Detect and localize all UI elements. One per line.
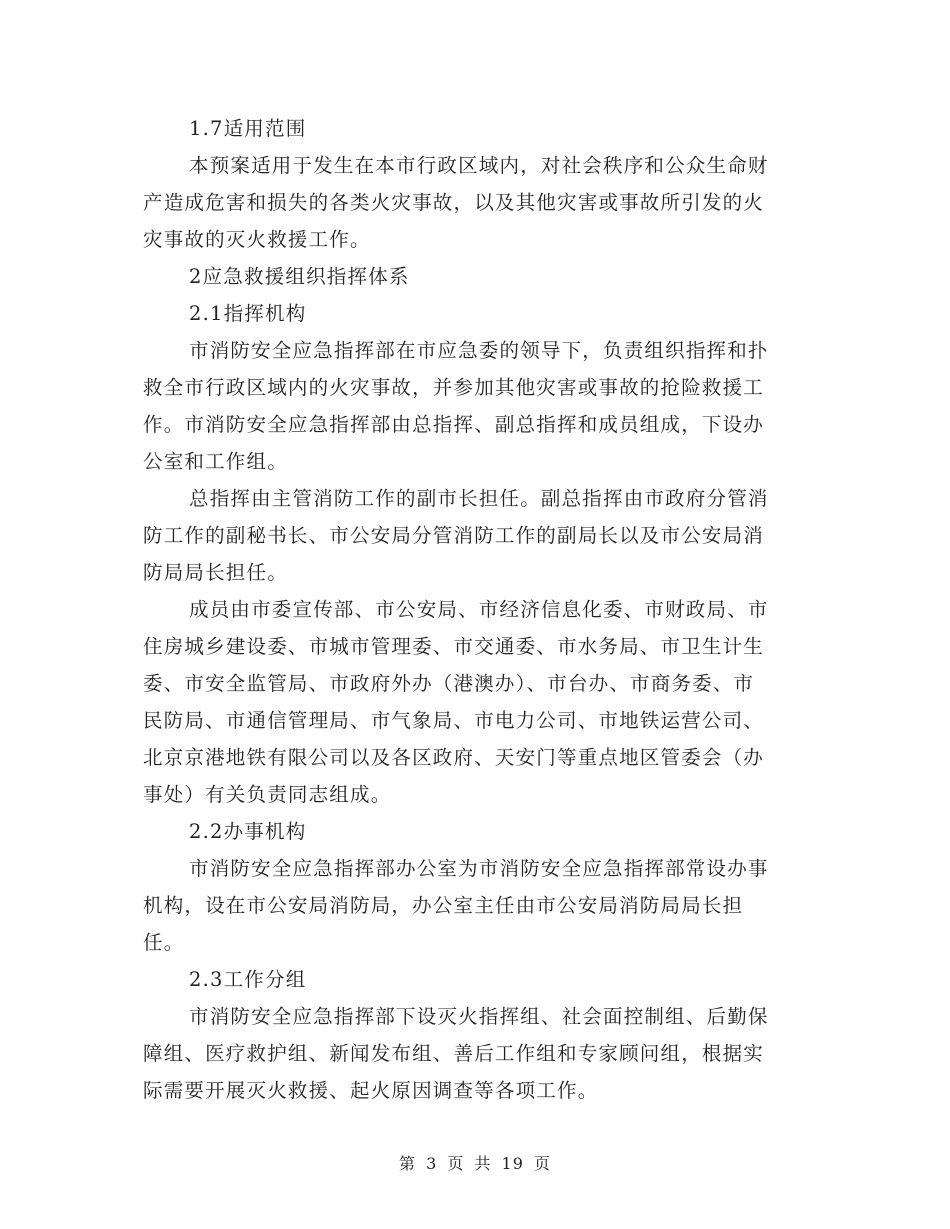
paragraph-line: 民防局、市通信管理局、市气象局、市电力公司、市地铁运营公司、	[143, 709, 765, 732]
paragraph-line: 机构，设在市公安局消防局，办公室主任由市公安局消防局局长担	[143, 894, 744, 917]
section-heading-2-3: 2.3工作分组	[189, 968, 307, 991]
paragraph-line: 委、市安全监管局、市政府外办（港澳办）、市台办、市商务委、市	[143, 672, 755, 695]
section-heading-2-2: 2.2办事机构	[189, 820, 307, 843]
paragraph-line: 市消防安全应急指挥部下设灭火指挥组、社会面控制组、后勤保	[189, 1005, 769, 1028]
paragraph-line: 事处）有关负责同志组成。	[143, 783, 392, 806]
section-heading-2: 2应急救援组织指挥体系	[189, 265, 410, 288]
paragraph-line: 公室和工作组。	[143, 450, 288, 473]
paragraph-line: 防工作的副秘书长、市公安局分管消防工作的副局长以及市公安局消	[143, 524, 765, 547]
paragraph-line: 本预案适用于发生在本市行政区域内，对社会秩序和公众生命财	[189, 154, 769, 177]
page-number-footer: 第 3 页 共 19 页	[399, 1154, 551, 1173]
paragraph-line: 灾事故的灭火救援工作。	[143, 228, 371, 251]
paragraph-line: 障组、医疗救护组、新闻发布组、善后工作组和专家顾问组，根据实	[143, 1042, 765, 1065]
paragraph-line: 任。	[143, 931, 185, 954]
document-body	[143, 110, 808, 1109]
paragraph-line: 市消防安全应急指挥部办公室为市消防安全应急指挥部常设办事	[189, 857, 769, 880]
paragraph-line: 作。市消防安全应急指挥部由总指挥、副总指挥和成员组成，下设办	[143, 413, 765, 436]
paragraph-line: 住房城乡建设委、市城市管理委、市交通委、市水务局、市卫生计生	[143, 635, 765, 658]
paragraph-line: 成员由市委宣传部、市公安局、市经济信息化委、市财政局、市	[189, 598, 769, 621]
paragraph-line: 产造成危害和损失的各类火灾事故，以及其他灾害或事故所引发的火	[143, 191, 765, 214]
paragraph-line: 市消防安全应急指挥部在市应急委的领导下，负责组织指挥和扑	[189, 339, 769, 362]
paragraph-line: 际需要开展灭火救援、起火原因调查等各项工作。	[143, 1079, 599, 1102]
paragraph-line: 总指挥由主管消防工作的副市长担任。副总指挥由市政府分管消	[189, 487, 769, 510]
paragraph-line: 防局局长担任。	[143, 561, 288, 584]
paragraph-line: 救全市行政区域内的火灾事故，并参加其他灾害或事故的抢险救援工	[143, 376, 765, 399]
paragraph-line: 北京京港地铁有限公司以及各区政府、天安门等重点地区管委会（办	[143, 746, 765, 769]
section-heading-1-7: 1.7适用范围	[189, 117, 307, 140]
section-heading-2-1: 2.1指挥机构	[189, 302, 307, 325]
